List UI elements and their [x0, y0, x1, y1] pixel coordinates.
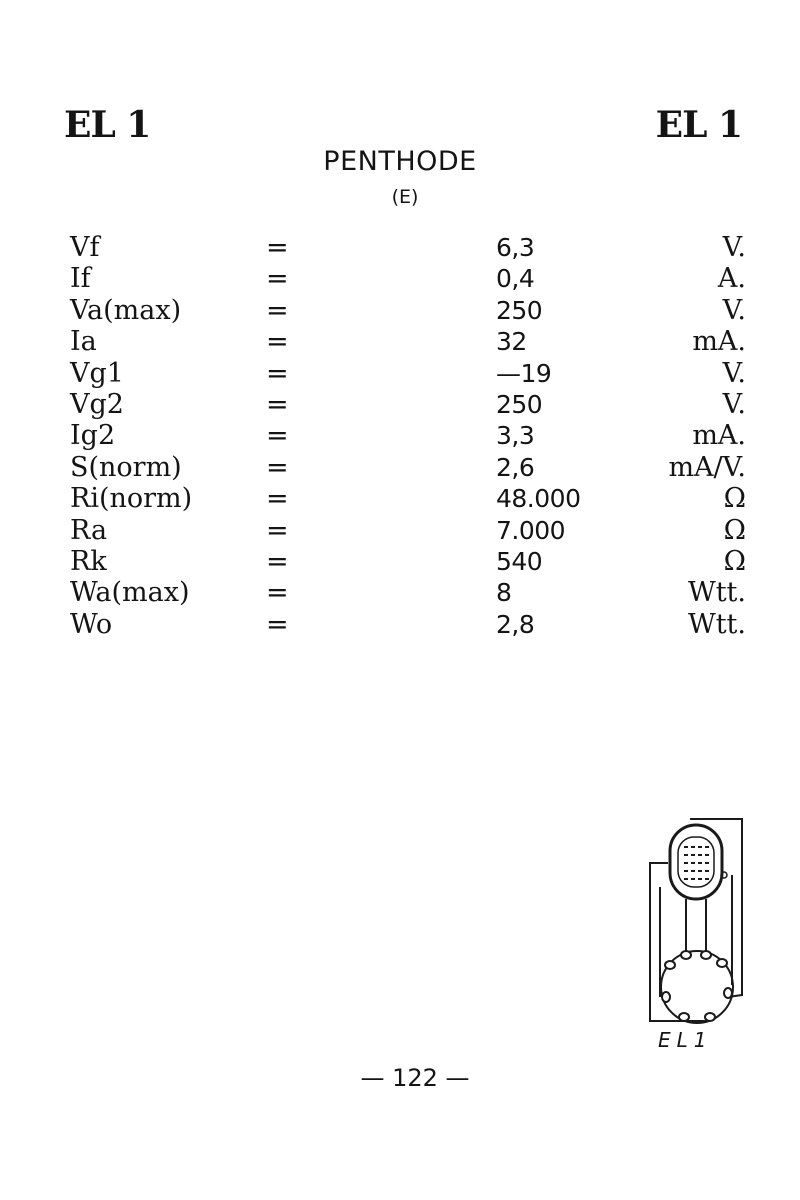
spec-symbol: If [70, 263, 91, 295]
spec-unit: A. [717, 263, 746, 295]
spec-symbol: Vf [70, 232, 100, 263]
spec-row [70, 452, 746, 483]
spec-symbol: Ig2 [70, 420, 116, 452]
spec-equals: = [266, 420, 289, 452]
spec-value: 6,3 [496, 233, 535, 262]
spec-symbol: Rk [70, 545, 107, 577]
spec-value: 250 [496, 295, 543, 325]
spec-equals: = [266, 483, 289, 515]
spec-row [70, 295, 746, 326]
spec-unit: mA/V. [668, 451, 746, 483]
spec-value: 250 [496, 389, 543, 419]
spec-value: 540 [496, 546, 543, 576]
spec-row [70, 232, 746, 263]
spec-equals: = [266, 514, 289, 546]
spec-unit: V. [722, 294, 746, 326]
spec-symbol: Ia [70, 326, 97, 358]
spec-symbol: Ra [70, 514, 108, 546]
spec-table [70, 232, 746, 640]
spec-equals: = [266, 608, 289, 640]
spec-unit: mA. [692, 420, 746, 452]
spec-value: 2,8 [496, 609, 535, 639]
spec-value: 3,3 [496, 421, 535, 451]
spec-unit: Ω [723, 545, 746, 577]
spec-value: 32 [496, 327, 527, 357]
spec-value: 0,4 [496, 264, 535, 294]
spec-symbol: Wa(max) [70, 577, 190, 609]
spec-unit: Ω [723, 483, 746, 515]
spec-equals: = [266, 451, 289, 483]
spec-symbol: Ri(norm) [70, 483, 193, 515]
spec-equals: = [266, 577, 289, 609]
spec-row [70, 326, 746, 357]
spec-symbol: Vg1 [70, 357, 124, 389]
spec-value: —19 [496, 358, 552, 388]
page-number: — 122 — [360, 1064, 470, 1092]
spec-equals: = [266, 357, 289, 389]
spec-value: 7.000 [496, 515, 566, 545]
spec-row [70, 358, 746, 389]
spec-row [70, 546, 746, 577]
spec-equals: = [266, 232, 289, 263]
diagram-label: EL1 [658, 1028, 713, 1052]
spec-equals: = [266, 326, 289, 358]
spec-row [70, 420, 746, 451]
spec-unit: mA. [692, 326, 746, 358]
spec-row [70, 515, 746, 546]
spec-row [70, 483, 746, 514]
spec-unit: Ω [723, 514, 746, 546]
spec-symbol: S(norm) [70, 451, 182, 483]
spec-value: 8 [496, 578, 512, 608]
spec-symbol: Va(max) [70, 294, 182, 326]
spec-equals: = [266, 294, 289, 326]
spec-equals: = [266, 545, 289, 577]
spec-symbol: Wo [70, 608, 113, 640]
spec-row [70, 263, 746, 294]
spec-unit: Wtt. [687, 577, 746, 609]
spec-row [70, 609, 746, 640]
tube-type-title: PENTHODE [323, 146, 477, 177]
spec-symbol: Vg2 [70, 388, 124, 420]
header-right-tube-code: EL 1 [655, 104, 742, 146]
tube-series-subtitle: (E) [391, 186, 419, 208]
header-left-tube-code: EL 1 [64, 104, 151, 146]
spec-unit: V. [722, 232, 746, 263]
spec-equals: = [266, 263, 289, 295]
spec-unit: Wtt. [687, 608, 746, 640]
diagram-outer-wire [690, 819, 742, 997]
spec-value: 2,6 [496, 452, 535, 482]
spec-row [70, 389, 746, 420]
spec-row [70, 577, 746, 608]
spec-unit: V. [722, 388, 746, 420]
spec-equals: = [266, 388, 289, 420]
tube-base-diagram [640, 815, 750, 1027]
spec-unit: V. [722, 357, 746, 389]
spec-value: 48.000 [496, 484, 581, 514]
